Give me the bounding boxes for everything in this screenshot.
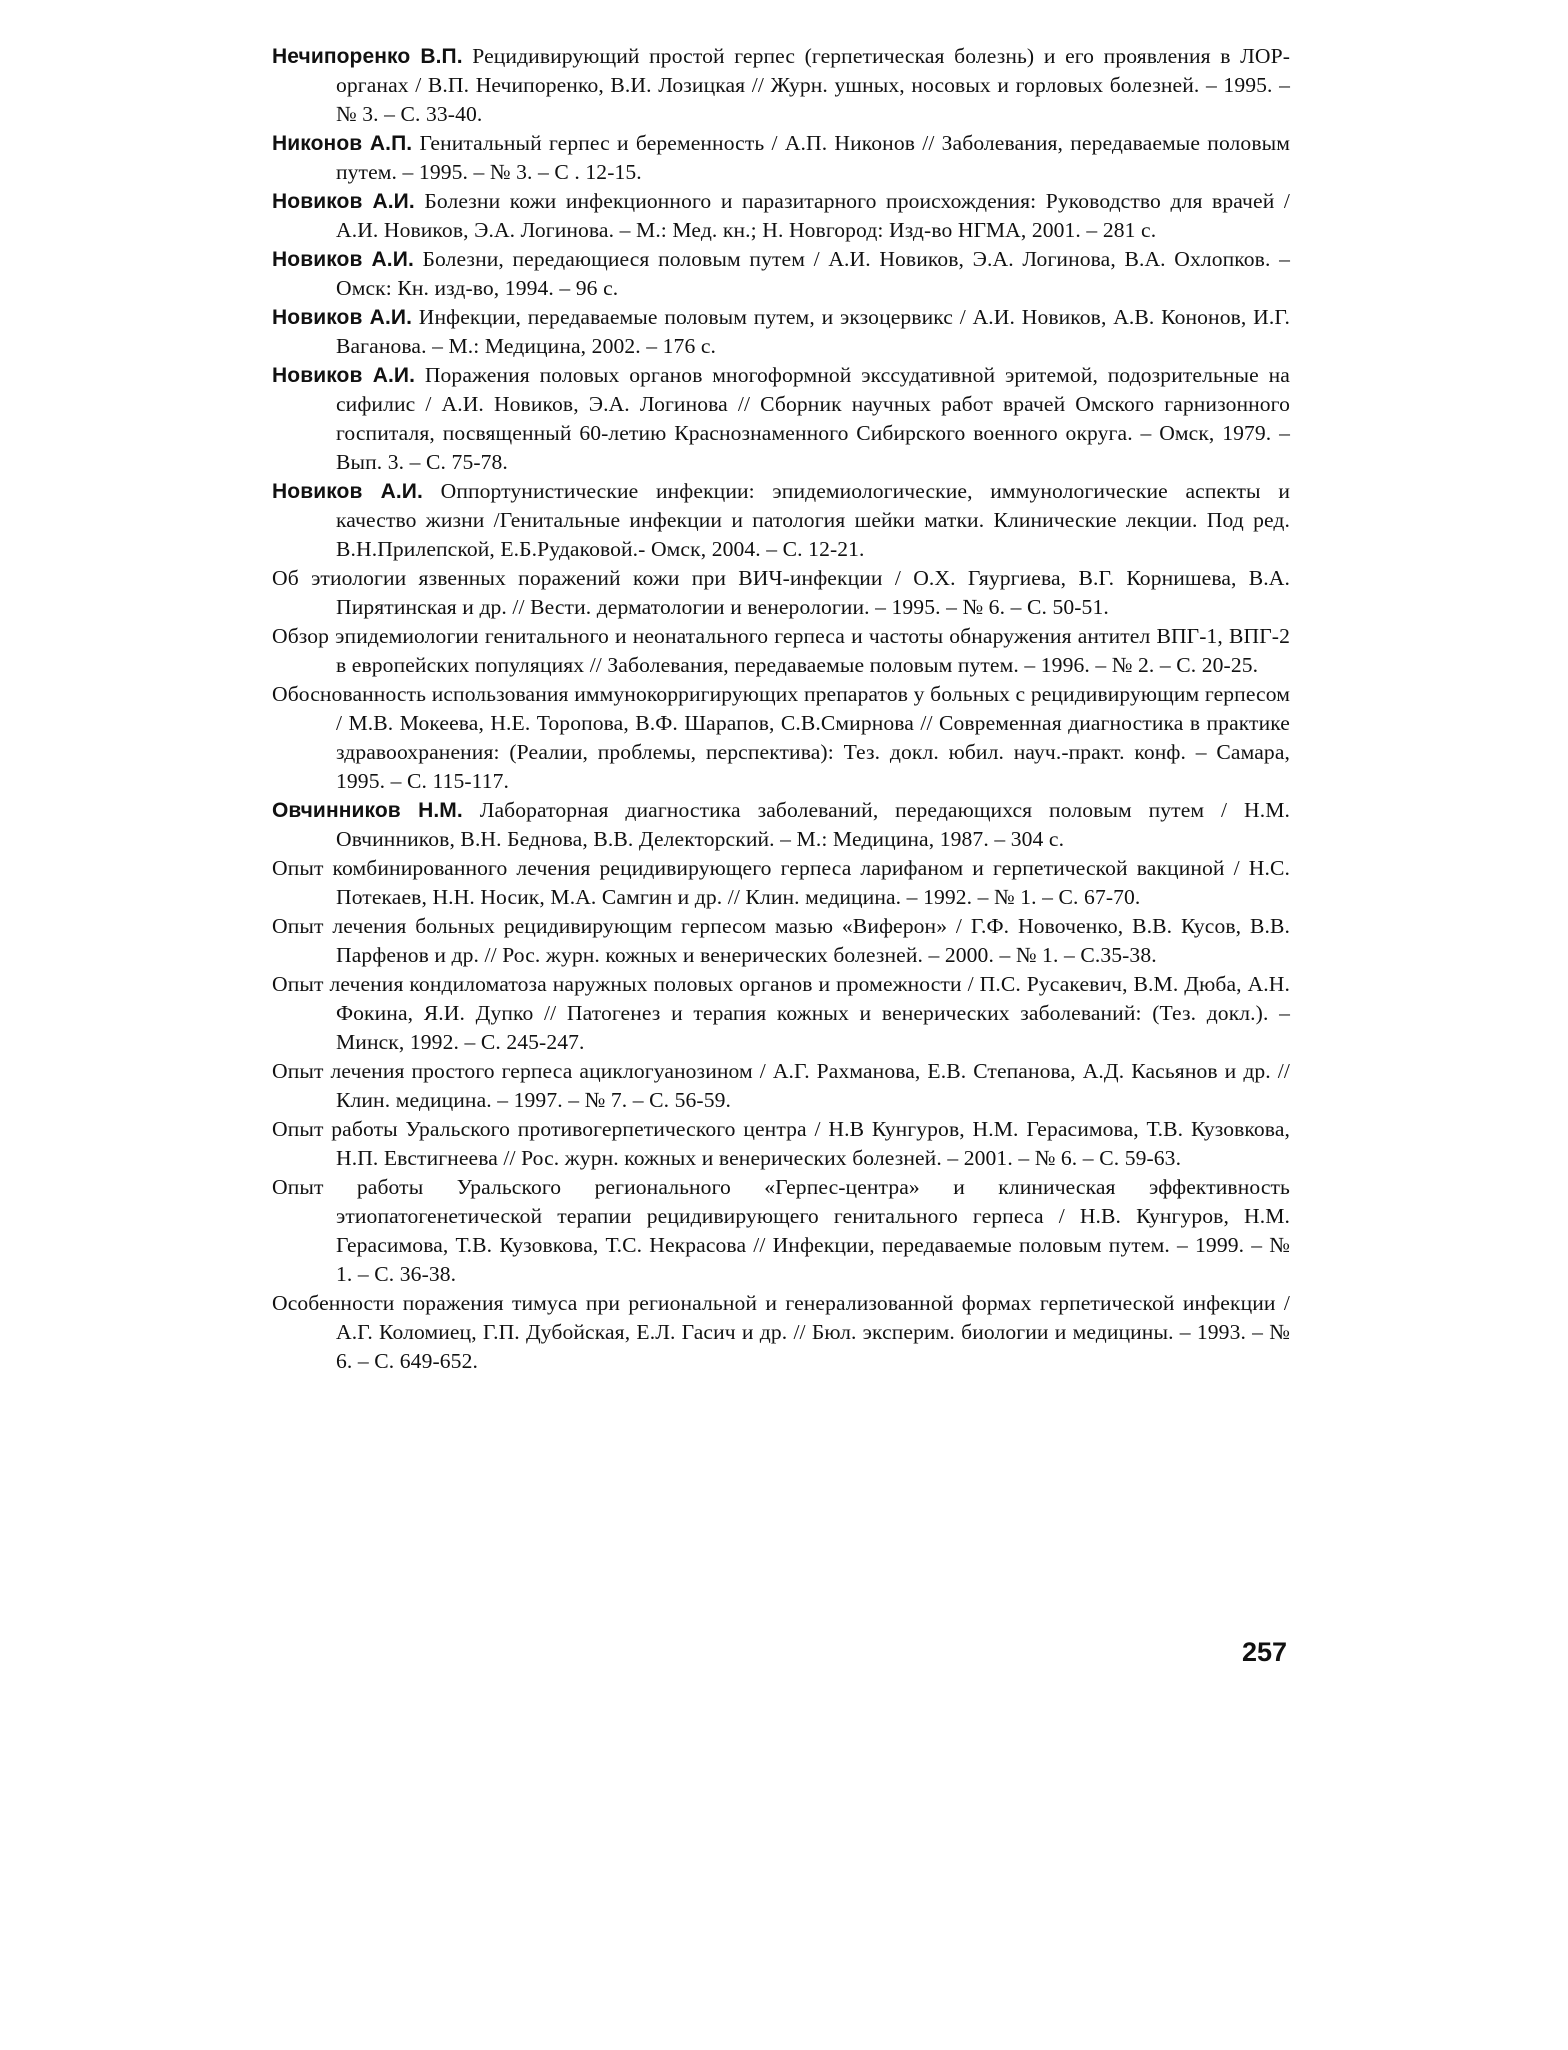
entry-author: Новиков А.И.	[272, 190, 415, 213]
entry-text: Об этиологии язвенных поражений кожи при ВИЧ-инфекции / О.Х. Гяургиева, В.Г. Корнишева, В.А. Пирятинская и др. // Вести. дерматологии и венерологии. – 1995. – № 6. – С. 50-51.	[272, 566, 1290, 619]
entry-text: Болезни кожи инфекционного и паразитарного происхождения: Руководство для врачей / А.И. Новиков, Э.А. Логинова. – М.: Мед. кн.; Н. Новгород: Изд-во НГМА, 2001. – 281 с.	[336, 189, 1291, 242]
entry-author: Новиков А.И.	[272, 306, 413, 329]
page-number: 257	[1242, 1637, 1288, 1667]
entry-author: Новиков А.И.	[272, 364, 416, 387]
bibliography-entry	[272, 361, 1290, 477]
entry-text: Инфекции, передаваемые половым путем, и экзоцервикс / А.И. Новиков, А.В. Кононов, И.Г. Ваганова. – М.: Медицина, 2002. – 176 с.	[336, 305, 1291, 358]
entry-text: Лабораторная диагностика заболеваний, передающихся половым путем / Н.М. Овчинников, В.Н. Беднова, В.В. Делекторский. – М.: Медицина, 1987. – 304 с.	[336, 798, 1290, 851]
entry-text: Опыт лечения кондиломатоза наружных половых органов и промежности / П.С. Русакевич, В.М. Дюба, А.Н. Фокина, Я.И. Дупко // Патогенез и терапия кожных и венерических заболеваний: (Тез. докл.). – Минск, 1992. – С. 245-247.	[272, 972, 1290, 1054]
entry-text: Опыт лечения больных рецидивирующим герпесом мазью «Виферон» / Г.Ф. Новоченко, В.В. Кусов, В.В. Парфенов и др. // Рос. журн. кожных и венерических болезней. – 2000. – № 1. – С.35-38.	[272, 914, 1290, 967]
bibliography-entry	[272, 187, 1290, 245]
entry-text: Опыт работы Уральского противогерпетического центра / Н.В Кунгуров, Н.М. Герасимова, Т.В. Кузовкова, Н.П. Евстигнеева // Рос. журн. кожных и венерических болезней. – 2001. – № 6. – С. 59-63.	[272, 1117, 1290, 1170]
bibliography-entry	[272, 1115, 1290, 1173]
bibliography-entry	[272, 245, 1290, 303]
bibliography-entry	[272, 796, 1290, 854]
entry-author: Овчинников Н.М.	[272, 799, 463, 822]
entry-text: Особенности поражения тимуса при региональной и генерализованной формах герпетической инфекции / А.Г. Коломиец, Г.П. Дубойская, Е.Л. Гасич и др. // Бюл. эксперим. биологии и медицины. – 1993. – № 6. – С. 649-652.	[272, 1291, 1290, 1373]
entry-text: Генитальный герпес и беременность / А.П. Никонов // Заболевания, передаваемые половым путем. – 1995. – № 3. – С . 12-15.	[336, 131, 1290, 184]
entry-author: Никонов А.П.	[272, 132, 413, 155]
entry-author: Новиков А.И.	[272, 248, 414, 271]
bibliography-entry	[272, 564, 1290, 622]
bibliography-entry	[272, 477, 1290, 564]
entry-text: Поражения половых органов многоформной экссудативной эритемой, подозрительные на сифилис / А.И. Новиков, Э.А. Логинова // Сборник научных работ врачей Омского гарнизонного госпиталя, посвященный 60-летию Краснознаменного Сибирского военного округа. – Омск, 1979. – Вып. 3. – С. 75-78.	[336, 363, 1290, 474]
bibliography-entry	[272, 129, 1290, 187]
bibliography-entry	[272, 1057, 1290, 1115]
entry-author: Нечипоренко В.П.	[272, 45, 463, 68]
bibliography-entry	[272, 912, 1290, 970]
entry-text: Опыт работы Уральского регионального «Герпес-центра» и клиническая эффективность этиопатогенетической терапии рецидивирующего генитального герпеса / Н.В. Кунгуров, Н.М. Герасимова, Т.В. Кузовкова, Т.С. Некрасова // Инфекции, передаваемые половым путем. – 1999. – № 1. – С. 36-38.	[272, 1175, 1290, 1286]
entry-text: Опыт комбинированного лечения рецидивирующего герпеса ларифаном и герпетической вакциной / Н.С. Потекаев, Н.Н. Носик, М.А. Самгин и др. // Клин. медицина. – 1992. – № 1. – С. 67-70.	[272, 856, 1290, 909]
entry-text: Болезни, передающиеся половым путем / А.И. Новиков, Э.А. Логинова, В.А. Охлопков. – Омск: Кн. изд-во, 1994. – 96 с.	[336, 247, 1290, 300]
bibliography-entry	[272, 680, 1290, 796]
bibliography-entry	[272, 303, 1290, 361]
entry-text: Обзор эпидемиологии генитального и неонатального герпеса и частоты обнаружения антител ВПГ-1, ВПГ-2 в европейских популяциях // Заболевания, передаваемые половым путем. – 1996. – № 2. – С. 20-25.	[272, 624, 1290, 677]
entry-text: Опыт лечения простого герпеса ациклогуанозином / А.Г. Рахманова, Е.В. Степанова, А.Д. Касьянов и др. // Клин. медицина. – 1997. – № 7. – С. 56-59.	[272, 1059, 1290, 1112]
bibliography-entry	[272, 42, 1290, 129]
entry-author: Новиков А.И.	[272, 480, 423, 503]
bibliography-entry	[272, 622, 1290, 680]
bibliography-entry	[272, 970, 1290, 1057]
bibliography-list	[272, 42, 1290, 1376]
entry-text: Обоснованность использования иммунокорригирующих препаратов у больных с рецидивирующим герпесом / М.В. Мокеева, Н.Е. Торопова, В.Ф. Шарапов, С.В.Смирнова // Современная диагностика в практике здравоохранения: (Реалии, проблемы, перспектива): Тез. докл. юбил. науч.-практ. конф. – Самара, 1995. – С. 115-117.	[272, 682, 1290, 793]
entry-text: Оппортунистические инфекции: эпидемиологические, иммунологические аспекты и качество жизни /Генитальные инфекции и патология шейки матки. Клинические лекции. Под ред. В.Н.Прилепской, Е.Б.Рудаковой.- Омск, 2004. – С. 12-21.	[336, 479, 1291, 561]
bibliography-entry	[272, 1173, 1290, 1289]
bibliography-entry	[272, 1289, 1290, 1376]
bibliography-entry	[272, 854, 1290, 912]
entry-text: Рецидивирующий простой герпес (герпетическая болезнь) и его проявления в ЛОР-органах / В.П. Нечипоренко, В.И. Лозицкая // Журн. ушных, носовых и горловых болезней. – 1995. – № 3. – С. 33-40.	[336, 44, 1290, 126]
